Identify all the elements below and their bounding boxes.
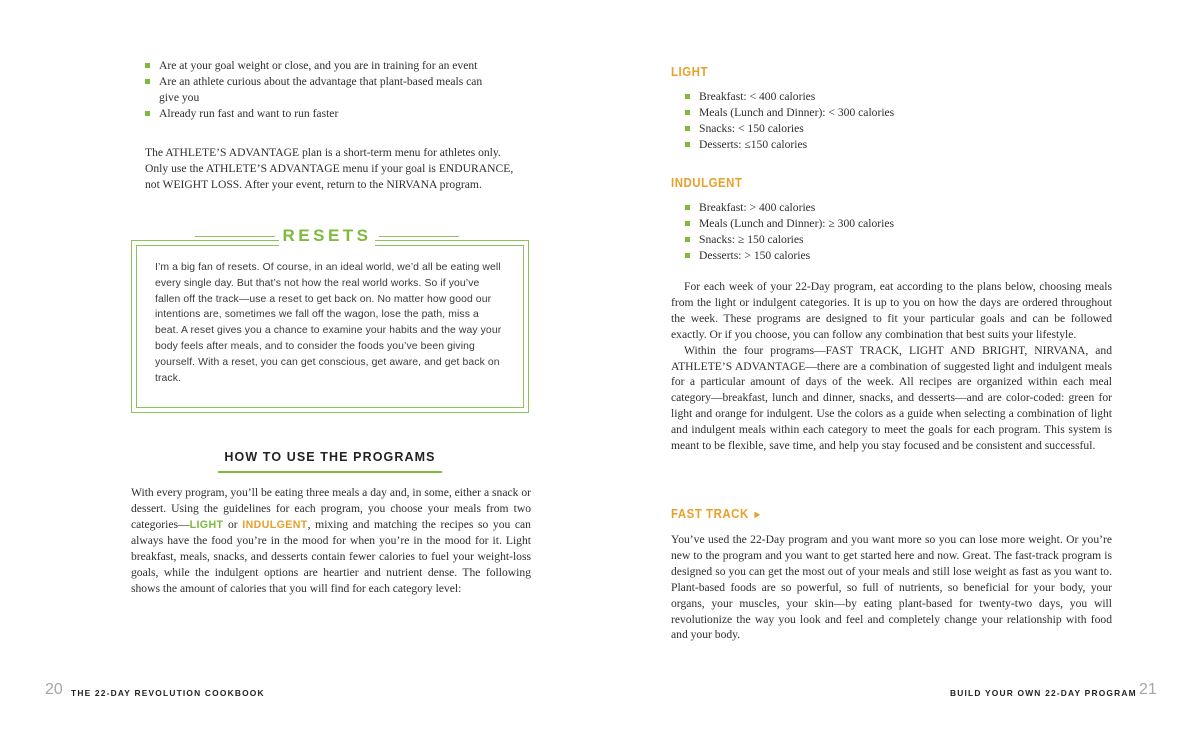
fast-track-body: You’ve used the 22-Day program and you want more so you can lose more weight. Or you’re new to the program and you want to get started here and now. Great. The fast-track program is designed so you can get the most out of your meals and still lose weight as fast as you want to. Plant-based foods are so powerful, so full of nutrients, so beneficial for your body, your organs, your muscles, your skin—by eating plant-based for twenty-two days, you will revolutionize the way you look and feel and completely change your relationship with food and your body.	[671, 533, 1112, 642]
list-item: Snacks: < 150 calories	[685, 121, 1005, 137]
how-to-use-body: With every program, you’ll be eating three meals a day and, in some, either a snack or dessert. Using the guidelines for each program, you choose your meals from two categories—LIGHT or INDULGENT, mixing and matching the recipes so you can always have the food you’re in the mood for when you’re in the mood for it. Light breakfast, meals, snacks, and desserts contain fewer calories to fuel your weight-loss goals, while the indulgent options are heartier and nutrient dense. The following shows the amount of calories that you will find for each category level:	[131, 486, 531, 595]
bullet-square-icon	[685, 205, 690, 210]
athlete-advantage-note: The ATHLETE’S ADVANTAGE plan is a short-term menu for athletes only. Only use the ATHLETE’S ADVANTAGE menu if your goal is ENDURANCE, not WEIGHT LOSS. After your event, return to the NIRVANA program.	[145, 146, 514, 191]
page-number-left: 20	[45, 681, 63, 698]
bullet-square-icon	[685, 237, 690, 242]
resets-title-rule-right	[379, 236, 459, 237]
running-footer-left: THE 22-DAY REVOLUTION COOKBOOK	[71, 688, 265, 698]
list-item: Already run fast and want to run faster	[145, 106, 505, 122]
program-paragraph-2: Within the four programs—FAST TRACK, LIGHT AND BRIGHT, NIRVANA, and ATHLETE’S ADVANTAGE—there are a combination of suggested light and indulgent meals for a particular amount of days of the week. All recipes are organized within each meal category—breakfast, lunch and dinner, snacks, and desserts—and are color-coded: green for light and orange for indulgent. Use the colors as a guide when selecting a combination of light and indulgent meals within each category to meet the goals for each program. This system is meant to be flexible, save time, and help you stay focused and be consistent and successful.	[671, 343, 1112, 453]
running-footer-right: BUILD YOUR OWN 22-DAY PROGRAM	[950, 688, 1137, 698]
resets-title-rule-left	[195, 236, 275, 237]
athlete-bullet-list	[145, 58, 505, 122]
bullet-square-icon	[145, 63, 150, 68]
list-item: Meals (Lunch and Dinner): < 300 calories	[685, 105, 1005, 121]
list-item: Meals (Lunch and Dinner): ≥ 300 calories	[685, 216, 1005, 232]
bullet-square-icon	[685, 221, 690, 226]
list-item: Desserts: ≤150 calories	[685, 137, 1005, 153]
list-item: Snacks: ≥ 150 calories	[685, 232, 1005, 248]
how-to-use-underline	[218, 471, 442, 473]
bullet-square-icon	[145, 79, 150, 84]
play-arrow-icon: ►	[752, 509, 763, 521]
list-item: Are an athlete curious about the advantage that plant-based meals can give you	[145, 74, 497, 106]
bullet-square-icon	[145, 111, 150, 116]
bullet-square-icon	[685, 110, 690, 115]
keyword-indulgent: INDULGENT	[242, 518, 308, 531]
fast-track-heading: FAST TRACK ►	[671, 506, 763, 521]
bullet-square-icon	[685, 253, 690, 258]
resets-body: I’m a big fan of resets. Of course, in an ideal world, we’d all be eating well every single day. But that’s not how the real world works. So if you’ve fallen off the track—use a reset to get back on. No matter how good our intentions are, sometimes we fall off the wagon, lose the path, miss a beat. A reset gives you a chance to examine your habits and the way your body feels after meals, and to consider the foods you’ve been giving yourself. With a reset, you can get conscious, get aware, and get back on track.	[155, 262, 502, 384]
indulgent-heading: INDULGENT	[671, 175, 743, 190]
right-page	[600, 0, 1200, 742]
resets-title: RESETS	[279, 226, 375, 246]
bullet-square-icon	[685, 142, 690, 147]
list-item: Breakfast: > 400 calories	[685, 200, 1005, 216]
indulgent-calorie-list	[685, 200, 1005, 264]
light-calorie-list	[685, 89, 1005, 153]
list-item: Breakfast: < 400 calories	[685, 89, 1005, 105]
resets-callout-box	[131, 226, 529, 413]
keyword-light: LIGHT	[189, 518, 224, 531]
bullet-square-icon	[685, 126, 690, 131]
page-number-right: 21	[1139, 681, 1157, 698]
how-to-use-heading: HOW TO USE THE PROGRAMS	[224, 450, 436, 464]
light-heading: LIGHT	[671, 64, 708, 79]
bullet-square-icon	[685, 94, 690, 99]
program-description	[671, 279, 1112, 454]
list-item: Are at your goal weight or close, and you are in training for an event	[145, 58, 505, 74]
list-item: Desserts: > 150 calories	[685, 248, 1005, 264]
program-paragraph-1: For each week of your 22-Day program, eat according to the plans below, choosing meals from the light or indulgent categories. It is up to you on how the days are ordered throughout the week. These programs are designed to fit your particular goals and can be followed exactly. Or if you choose, you can follow any combination that best suits your lifestyle.	[671, 280, 1112, 341]
